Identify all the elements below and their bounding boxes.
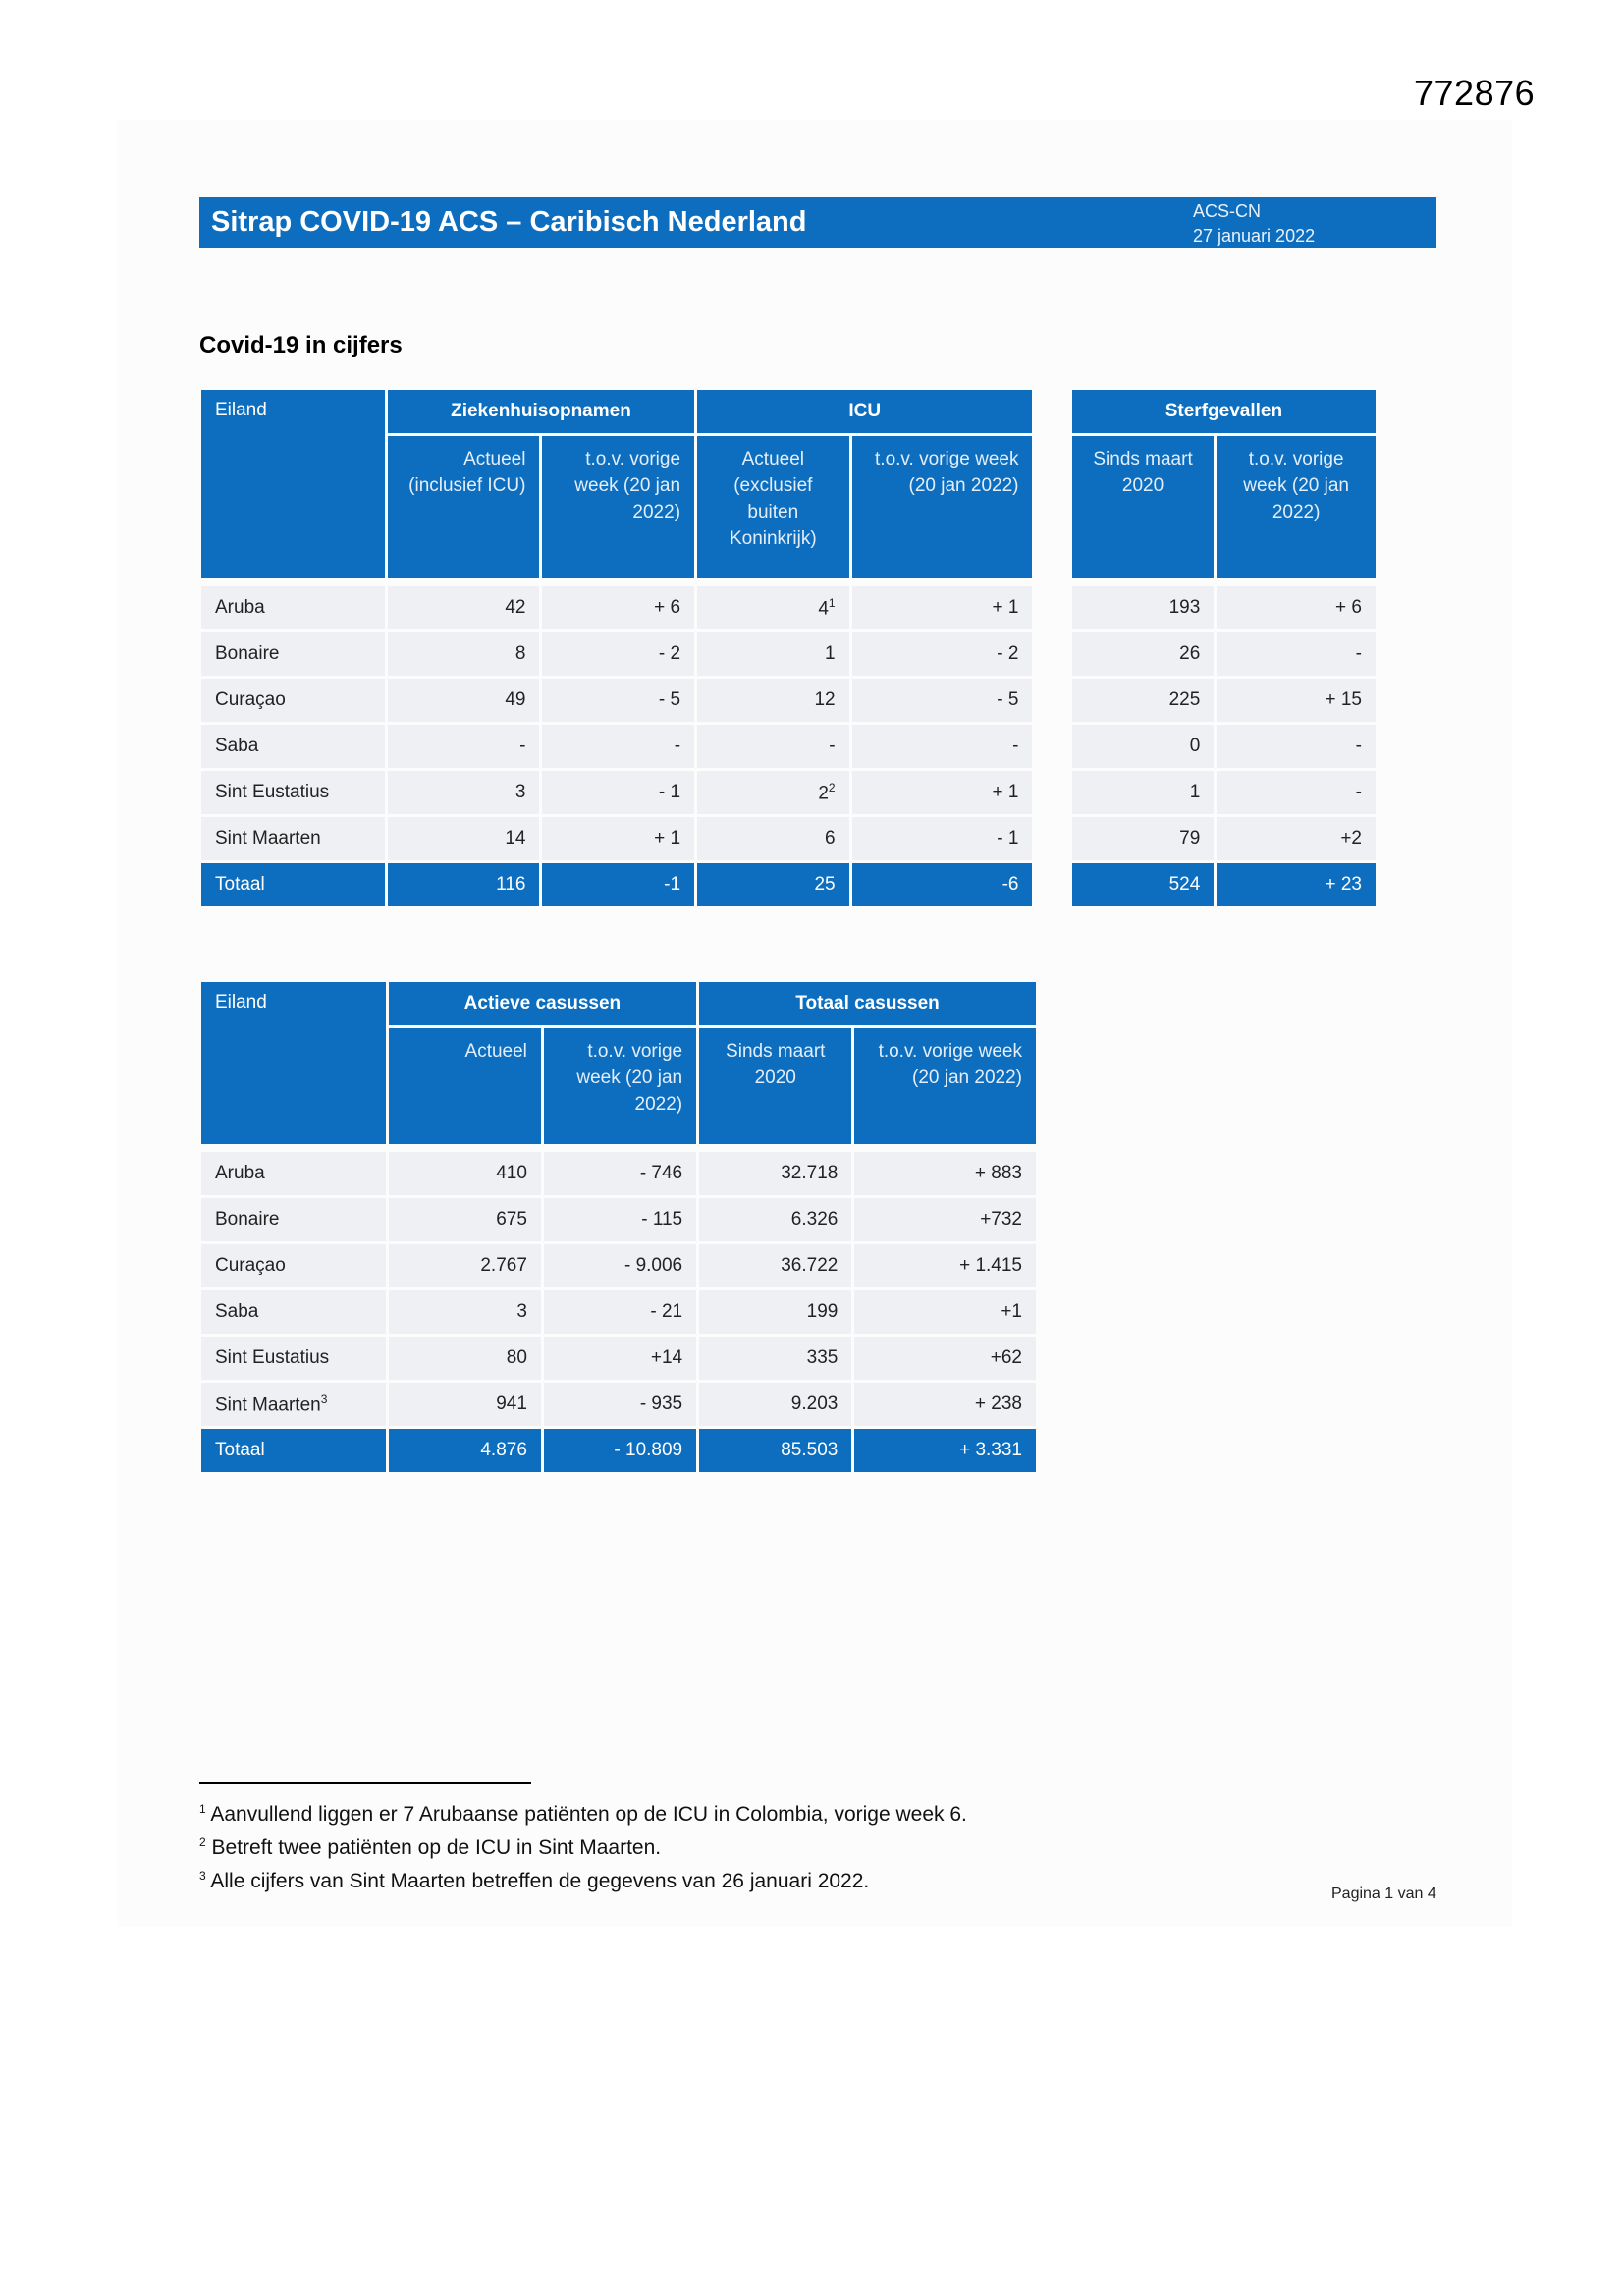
table-row (201, 817, 1376, 860)
column-gap (1035, 436, 1068, 578)
column-gap (1035, 863, 1068, 906)
cell-sterf-tov: - (1217, 725, 1376, 768)
footnote-3 (199, 1862, 967, 1895)
subheader-icu-tov: t.o.v. vorige week (20 jan 2022) (852, 436, 1033, 578)
header-org: ACS-CN (1193, 201, 1262, 221)
cell-totaal-tov: +1 (854, 1290, 1036, 1334)
page-title: Sitrap COVID-19 ACS – Caribisch Nederland (211, 206, 807, 238)
group-header-icu: ICU (697, 390, 1032, 433)
footnote-mark: 1 (199, 1802, 206, 1816)
cell-sterf-sinds: 26 (1072, 632, 1214, 676)
cell-actief-tov: - 21 (544, 1290, 696, 1334)
cell-icu-value: 1 (825, 643, 836, 664)
cell-total-zh-actueel: 116 (388, 863, 540, 906)
subheader-actief-tov: t.o.v. vorige week (20 jan 2022) (544, 1028, 696, 1144)
cell-totaal-sinds: 199 (699, 1290, 851, 1334)
footnote-mark: 2 (199, 1835, 206, 1849)
cell-icu-tov: + 1 (852, 586, 1033, 629)
cell-eiland: Sint Eustatius (201, 771, 385, 814)
cell-actief-actueel: 3 (389, 1290, 541, 1334)
cell-total-icu-actueel: 25 (697, 863, 849, 906)
group-header-actieve-casussen: Actieve casussen (389, 982, 696, 1025)
cell-eiland: Saba (201, 725, 385, 768)
header-bar (199, 197, 1436, 248)
footnote-ref: 3 (320, 1392, 328, 1406)
column-gap (1035, 817, 1068, 860)
cell-sterf-tov: + 6 (1217, 586, 1376, 629)
cell-icu-value: 4 (818, 598, 829, 620)
cell-zh-tov: - 5 (542, 679, 694, 722)
cell-actief-actueel: 410 (389, 1152, 541, 1195)
cell-icu-tov: - 1 (852, 817, 1033, 860)
cell-actief-actueel: 941 (389, 1383, 541, 1426)
table-row (201, 1337, 1036, 1380)
cell-totaal-tov: +732 (854, 1198, 1036, 1241)
cell-zh-actueel: - (388, 725, 540, 768)
cell-icu-value: 12 (814, 689, 836, 710)
cell-totaal-tov: +62 (854, 1337, 1036, 1380)
cell-eiland: Bonaire (201, 632, 385, 676)
cell-eiland-label: Curaçao (215, 1255, 286, 1276)
cell-sterf-tov: + 15 (1217, 679, 1376, 722)
cell-eiland: Sint Maarten (201, 817, 385, 860)
cell-zh-actueel: 49 (388, 679, 540, 722)
cell-icu-actueel (697, 632, 849, 676)
cell-eiland (201, 1290, 386, 1334)
cell-totaal-sinds: 9.203 (699, 1383, 851, 1426)
cell-totaal-sinds: 335 (699, 1337, 851, 1380)
column-gap (1035, 771, 1068, 814)
cell-eiland (201, 1383, 386, 1426)
column-gap (1035, 725, 1068, 768)
cell-zh-tov: + 1 (542, 817, 694, 860)
cell-total-totaal-sinds: 85.503 (699, 1429, 851, 1472)
cell-actief-tov: - 9.006 (544, 1244, 696, 1287)
footnote-1 (199, 1795, 967, 1829)
subheader-sterf-sinds: Sinds maart 2020 (1072, 436, 1214, 578)
cell-eiland-label: Sint Maarten (215, 1394, 321, 1416)
footnote-text: Aanvullend liggen er 7 Arubaanse patiënten op de ICU in Colombia, vorige week 6. (210, 1803, 967, 1826)
cell-totaal-tov: + 238 (854, 1383, 1036, 1426)
cell-zh-tov: - (542, 725, 694, 768)
footnote-text: Betreft twee patiënten op de ICU in Sint Maarten. (211, 1836, 662, 1859)
subheader-totaal-tov: t.o.v. vorige week (20 jan 2022) (854, 1028, 1036, 1144)
header-spacer (201, 1147, 1036, 1149)
cell-icu-tov: - 5 (852, 679, 1033, 722)
cell-totaal-tov: + 1.415 (854, 1244, 1036, 1287)
column-gap (1035, 390, 1068, 433)
cell-actief-actueel: 2.767 (389, 1244, 541, 1287)
table-row (201, 1383, 1036, 1426)
cell-zh-tov: - 2 (542, 632, 694, 676)
footnote-divider (199, 1782, 531, 1784)
cell-eiland-label: Aruba (215, 1163, 265, 1183)
column-gap (1035, 679, 1068, 722)
document-number: 772876 (1414, 73, 1536, 113)
cell-total-label: Totaal (201, 863, 385, 906)
page-number: Pagina 1 van 4 (1331, 1886, 1436, 1902)
cell-eiland: Aruba (201, 586, 385, 629)
cell-sterf-sinds: 225 (1072, 679, 1214, 722)
table-row (201, 1290, 1036, 1334)
cell-eiland (201, 1152, 386, 1195)
cell-total-sterf-tov: + 23 (1217, 863, 1376, 906)
column-gap (1035, 632, 1068, 676)
cell-eiland (201, 1244, 386, 1287)
cell-icu-actueel (697, 771, 849, 814)
cell-actief-actueel: 80 (389, 1337, 541, 1380)
cell-zh-actueel: 3 (388, 771, 540, 814)
cell-actief-actueel: 675 (389, 1198, 541, 1241)
cell-sterf-tov: - (1217, 771, 1376, 814)
section-title: Covid-19 in cijfers (199, 332, 403, 358)
cell-sterf-sinds: 0 (1072, 725, 1214, 768)
cell-totaal-sinds: 32.718 (699, 1152, 851, 1195)
cell-eiland: Curaçao (201, 679, 385, 722)
group-header-ziekenhuisopnamen: Ziekenhuisopnamen (388, 390, 694, 433)
cell-zh-actueel: 14 (388, 817, 540, 860)
cell-totaal-sinds: 36.722 (699, 1244, 851, 1287)
subheader-zh-actueel: Actueel (inclusief ICU) (388, 436, 540, 578)
group-header-sterfgevallen: Sterfgevallen (1072, 390, 1376, 433)
subheader-icu-actueel: Actueel (exclusief buiten Koninkrijk) (697, 436, 849, 578)
header-meta (1193, 199, 1315, 248)
subheader-totaal-sinds: Sinds maart 2020 (699, 1028, 851, 1144)
table-row (201, 679, 1376, 722)
cell-eiland-label: Bonaire (215, 1209, 280, 1230)
cell-icu-tov: - 2 (852, 632, 1033, 676)
hospital-icu-deaths-table (198, 387, 1379, 909)
table-row (201, 586, 1376, 629)
cell-icu-value: 6 (825, 828, 836, 848)
cases-table (198, 979, 1039, 1475)
cell-total-icu-tov: -6 (852, 863, 1033, 906)
subheader-zh-tov: t.o.v. vorige week (20 jan 2022) (542, 436, 694, 578)
cell-total-label: Totaal (201, 1429, 386, 1472)
footnote-ref: 1 (828, 595, 836, 610)
table-row (201, 1244, 1036, 1287)
total-row (201, 1429, 1036, 1472)
cell-icu-actueel (697, 817, 849, 860)
subheader-actief-actueel: Actueel (389, 1028, 541, 1144)
cell-actief-tov: - 935 (544, 1383, 696, 1426)
header-spacer (201, 581, 1376, 583)
cell-actief-tov: - 746 (544, 1152, 696, 1195)
cell-eiland-label: Sint Eustatius (215, 1347, 330, 1368)
cell-total-totaal-tov: + 3.331 (854, 1429, 1036, 1472)
footnotes (199, 1795, 967, 1895)
column-header-eiland: Eiland (201, 390, 385, 578)
cell-sterf-tov: +2 (1217, 817, 1376, 860)
table-row (201, 771, 1376, 814)
cell-sterf-tov: - (1217, 632, 1376, 676)
footnote-ref: 2 (828, 780, 836, 794)
cell-total-sterf-sinds: 524 (1072, 863, 1214, 906)
cell-totaal-sinds: 6.326 (699, 1198, 851, 1241)
cell-sterf-sinds: 1 (1072, 771, 1214, 814)
cell-actief-tov: +14 (544, 1337, 696, 1380)
cell-zh-actueel: 42 (388, 586, 540, 629)
cell-eiland (201, 1198, 386, 1241)
cell-totaal-tov: + 883 (854, 1152, 1036, 1195)
column-gap (1035, 586, 1068, 629)
group-header-totaal-casussen: Totaal casussen (699, 982, 1036, 1025)
total-row (201, 863, 1376, 906)
table-row (201, 725, 1376, 768)
cell-actief-tov: - 115 (544, 1198, 696, 1241)
cell-sterf-sinds: 193 (1072, 586, 1214, 629)
subheader-sterf-tov: t.o.v. vorige week (20 jan 2022) (1217, 436, 1376, 578)
cell-icu-tov: + 1 (852, 771, 1033, 814)
cell-zh-tov: - 1 (542, 771, 694, 814)
cell-zh-tov: + 6 (542, 586, 694, 629)
cell-icu-value: - (829, 736, 836, 756)
cell-eiland (201, 1337, 386, 1380)
footnote-2 (199, 1829, 967, 1862)
table-row (201, 1152, 1036, 1195)
cell-icu-actueel (697, 586, 849, 629)
cell-zh-actueel: 8 (388, 632, 540, 676)
cell-icu-actueel (697, 679, 849, 722)
cell-sterf-sinds: 79 (1072, 817, 1214, 860)
table-row (201, 632, 1376, 676)
footnote-mark: 3 (199, 1869, 206, 1883)
cell-icu-value: 2 (818, 783, 829, 804)
cell-total-actief-tov: - 10.809 (544, 1429, 696, 1472)
cell-icu-actueel (697, 725, 849, 768)
cell-eiland-label: Saba (215, 1301, 259, 1322)
column-header-eiland: Eiland (201, 982, 386, 1144)
footnote-text: Alle cijfers van Sint Maarten betreffen de gegevens van 26 januari 2022. (210, 1870, 870, 1892)
cell-total-zh-tov: -1 (542, 863, 694, 906)
cell-total-actief-actueel: 4.876 (389, 1429, 541, 1472)
table-row (201, 1198, 1036, 1241)
cell-icu-tov: - (852, 725, 1033, 768)
header-date: 27 januari 2022 (1193, 226, 1316, 246)
